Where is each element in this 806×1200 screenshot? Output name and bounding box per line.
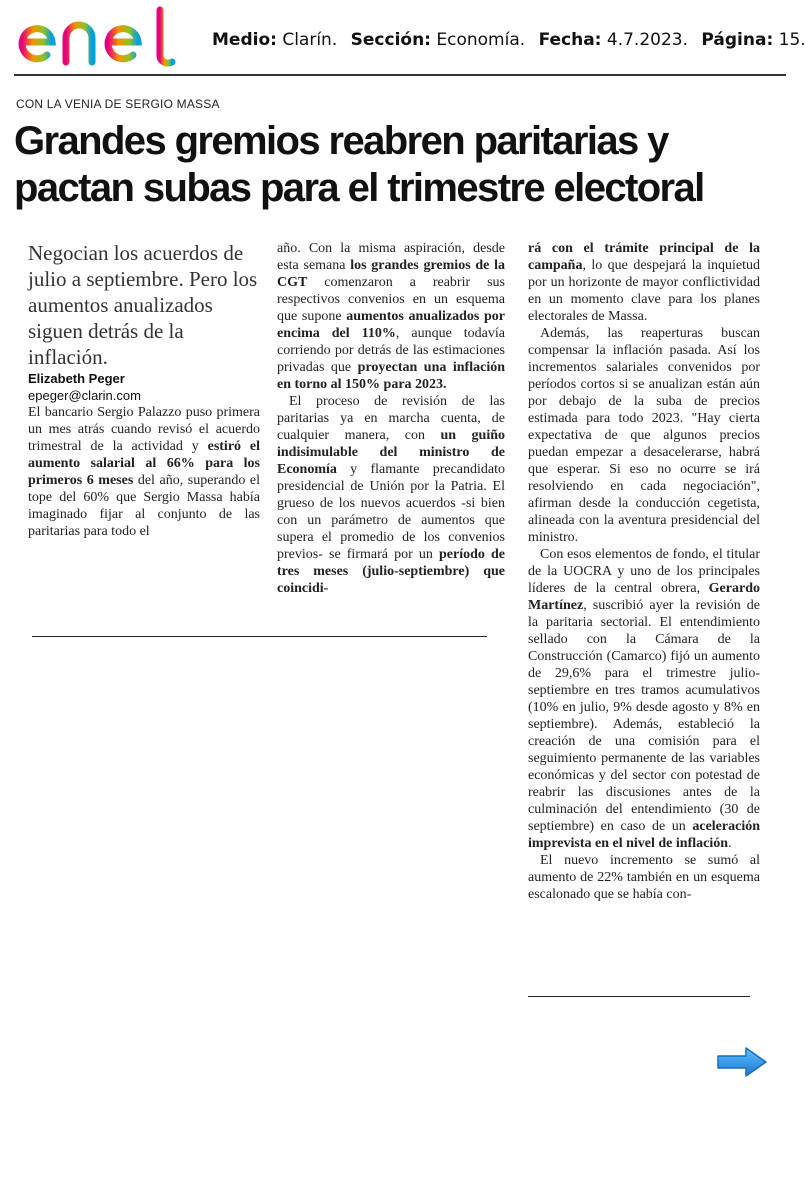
bold-text-run: período de tres meses (julio-septiembre) que coincidi- xyxy=(277,547,505,596)
bold-text-run: proyectan una inflación en torno al 150% para 2023. xyxy=(277,360,505,392)
text-run: Con esos elementos de fondo, el titular de la UOCRA y uno de los principales líderes de la central obrera, xyxy=(528,547,760,596)
text-run: año. Con la misma aspiración, desde esta semana xyxy=(277,241,505,273)
article-headline: Grandes gremios reabren paritarias y pactan subas para el trimestre electoral xyxy=(14,119,704,210)
body-paragraph xyxy=(528,546,760,852)
text-run: El proceso de revisión de las paritarias ya en marcha cuenta, de cualquier manera, con xyxy=(277,394,505,443)
text-run: y flamante precandidato presidencial de Unión por la Patria. El grueso de los nuevos acuerdos -si bien con un parámetro de aumentos que supera el promedio de los convenios previos- se firmará por un xyxy=(277,462,505,562)
text-run: del año, superando el tope del 60% que Sergio Massa había imaginado fijar al conjunto de las paritarias para todo el xyxy=(28,473,260,539)
text-run: El bancario Sergio Palazzo puso primera un mes atrás cuando revisó el acuerdo trimestral de la actividad y xyxy=(28,405,260,454)
article-column-1 xyxy=(28,240,260,540)
bold-text-run: los grandes gremios de la CGT xyxy=(277,258,505,290)
article-kicker: CON LA VENIA DE SERGIO MASSA xyxy=(16,97,220,111)
text-run: El nuevo incremento se sumó al aumento de 22% también en un esquema escalonado que se había con- xyxy=(528,853,760,902)
clipping-metadata xyxy=(212,30,806,50)
author-name: Elizabeth Peger xyxy=(28,371,125,386)
enel-logo xyxy=(14,2,184,72)
bold-text-run: estiró el aumento salarial al 66% para los primeros 6 meses xyxy=(28,439,261,488)
medio-value: Clarín. xyxy=(282,30,338,50)
clipping-header xyxy=(0,0,806,80)
right-arrow-icon[interactable] xyxy=(716,1046,768,1078)
column-divider-right xyxy=(528,996,750,997)
medio-label: Medio: xyxy=(212,30,277,50)
fecha-label: Fecha: xyxy=(538,30,602,50)
text-run: comenzaron a reabrir sus respectivos convenios en un esquema que supone xyxy=(277,275,505,324)
bold-text-run: un guiño indisimulable del ministro de Economía xyxy=(277,428,505,477)
body-paragraph xyxy=(277,393,505,597)
seccion-value: Economía. xyxy=(436,30,526,50)
article-column-2 xyxy=(277,240,505,597)
article-dek: Negocian los acuerdos de julio a septiembre. Pero los aumentos anualizados siguen detrás de la inflación. xyxy=(28,241,258,369)
body-paragraph xyxy=(528,852,760,903)
bold-text-run: rá con el trámite principal de la campaña xyxy=(528,241,760,273)
text-run: , suscribió ayer la revisión de la paritaria sectorial. El entendimiento sellado con la Cámara de la Construcción (Camarco) fijó un aumento de 29,6% para el trimestre julio-septiembre en tres tramos acumulativos (10% en julio, 9% desde agosto y 8% en septiembre). Además, estableció la creación de una comisión para el seguimiento permanente de las variables económicas y del sector con potestad de reabrir las discusiones antes de la culminación del entendimiento (30 de septiembre) en caso de un xyxy=(528,598,760,834)
seccion-label: Sección: xyxy=(350,30,431,50)
body-paragraph xyxy=(528,240,760,325)
article-column-3 xyxy=(528,240,760,903)
bold-text-run: aumentos anualizados por encima del 110% xyxy=(277,309,505,341)
fecha-value: 4.7.2023. xyxy=(606,30,688,50)
body-paragraph xyxy=(277,240,505,393)
bold-text-run: aceleración imprevista en el nivel de inflación xyxy=(528,819,760,851)
pagina-value: 15. xyxy=(778,30,806,50)
text-run: Además, las reaperturas buscan compensar la inflación pasada. Así los incrementos salariales convenidos por períodos cortos si se anualizan están aún por debajo de la suba de precios estimada para todo 2023. "Hay cierta expectativa de que algunos precios puedan empezar a desacelerarse, habrá que esperar. Si eso no ocurre se irá resolviendo en cada negociación", afirman desde la conducción cegetista, alineada con la aventura presidencial del ministro. xyxy=(528,326,760,545)
text-run: , aunque todavía corriendo por detrás de las estimaciones privadas que xyxy=(277,326,505,375)
bold-text-run: Gerardo Martínez xyxy=(528,581,760,613)
header-divider xyxy=(14,74,786,76)
body-paragraph xyxy=(28,404,260,540)
text-run: , lo que despejará la inquietud por un horizonte de mayor conflictividad en un momento clave para los planes electorales de Massa. xyxy=(528,258,760,324)
body-paragraph xyxy=(528,325,760,546)
text-run: . xyxy=(728,836,732,851)
author-email: epeger@clarin.com xyxy=(28,388,141,403)
pagina-label: Página: xyxy=(701,30,774,50)
column-divider-left xyxy=(32,636,487,637)
